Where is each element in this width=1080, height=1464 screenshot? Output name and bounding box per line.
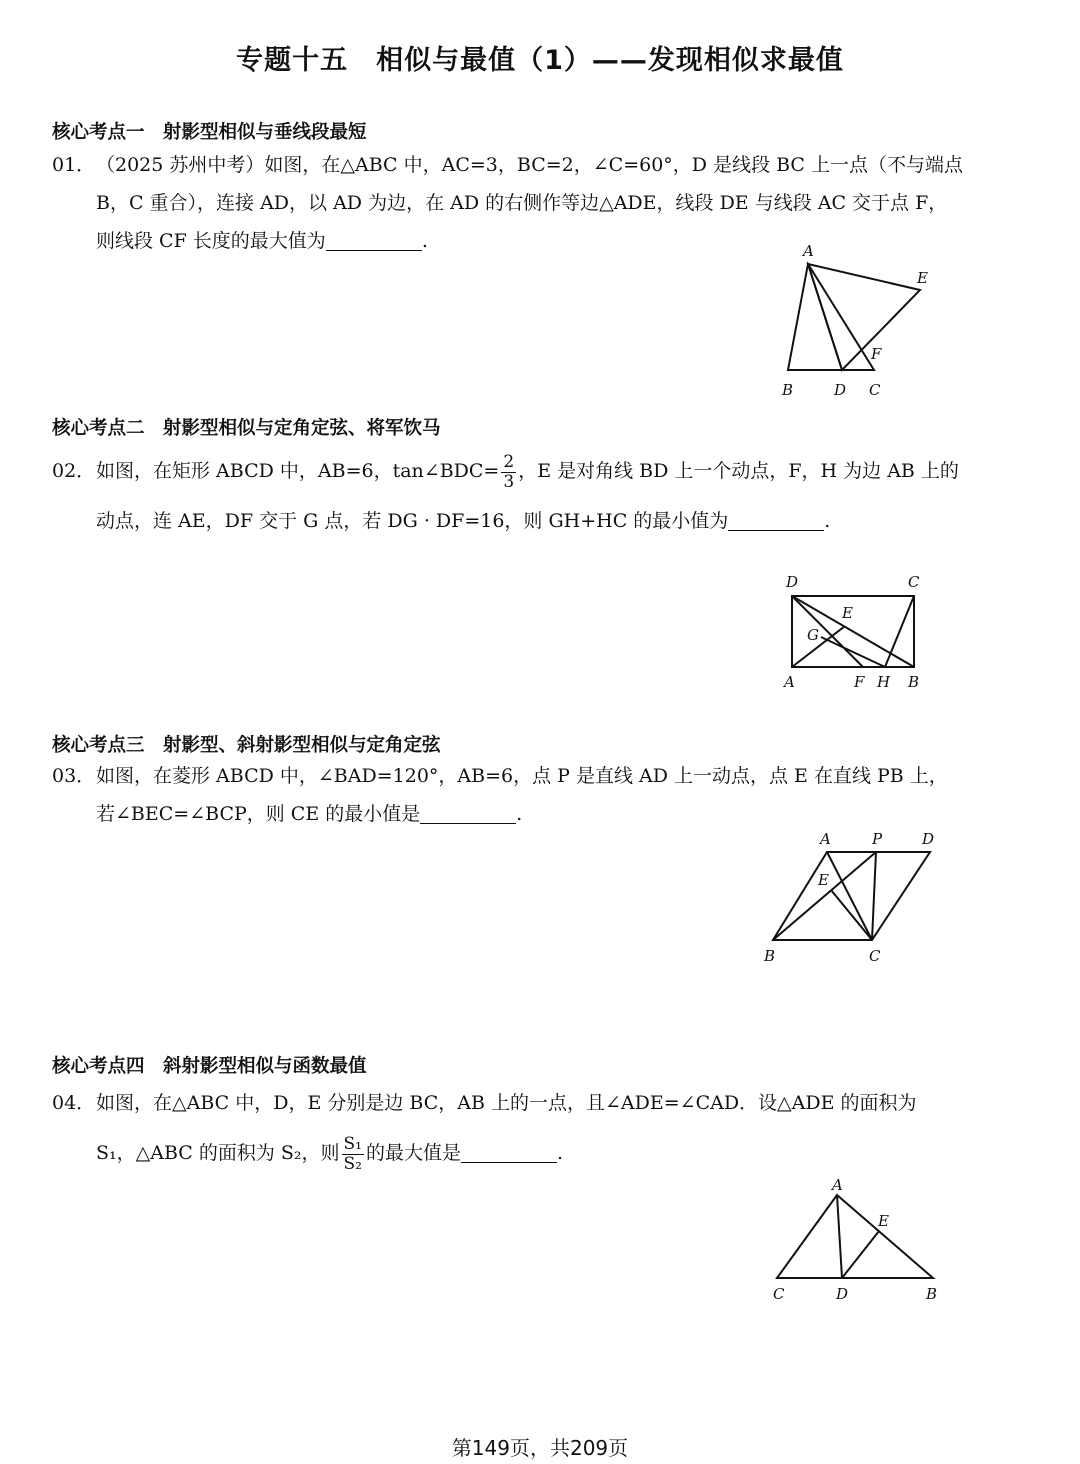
answer-blank xyxy=(326,228,422,251)
period: . xyxy=(824,510,831,532)
label-a: A xyxy=(784,673,795,691)
label-d: D xyxy=(836,1285,849,1303)
label-e: E xyxy=(878,1212,889,1230)
segment-ad xyxy=(837,1195,842,1278)
fraction xyxy=(501,453,516,492)
section-heading-2: 核心考点二 射影型相似与定角定弦、将军饮马 xyxy=(52,418,441,439)
question-text-line: 如图，在菱形 ABCD 中，∠BAD=120°，AB=6，点 P 是直线 AD 上一动点，点 E 在直线 PB 上， xyxy=(96,765,948,787)
label-a: A xyxy=(820,830,831,848)
label-b: B xyxy=(764,947,776,965)
question-number: 02． xyxy=(52,460,96,482)
label-g: G xyxy=(807,626,819,644)
question-3 xyxy=(52,757,1012,833)
segment-pc xyxy=(872,852,876,940)
question-2 xyxy=(52,446,1012,546)
label-b: B xyxy=(926,1285,938,1303)
question-text-line: B，C 重合），连接 AD，以 AD 为边，在 AD 的右侧作等边△ADE，线段 DE 与线段 AC 交于点 F， xyxy=(96,192,948,214)
fraction-denominator: S₂ xyxy=(343,1153,362,1174)
period: . xyxy=(557,1142,564,1164)
answer-blank xyxy=(420,801,516,824)
triangle-abc xyxy=(777,1195,933,1278)
question-number: 03． xyxy=(52,765,96,787)
diagonal-ac xyxy=(827,852,872,940)
question-4 xyxy=(52,1078,1012,1178)
question-text-line: （2025 苏州中考）如图，在△ABC 中，AC=3，BC=2，∠C=60°，D 是线段 BC 上一点（不与端点 xyxy=(96,154,964,176)
label-d: D xyxy=(834,381,847,399)
segment-gh xyxy=(821,637,885,667)
label-c: C xyxy=(869,947,881,965)
fraction xyxy=(342,1135,364,1174)
label-a: A xyxy=(803,242,814,260)
figure-3 xyxy=(755,825,955,970)
period: . xyxy=(421,230,428,252)
segment-de xyxy=(842,1231,879,1278)
page-footer: 第149页，共209页 xyxy=(451,1436,629,1460)
period: . xyxy=(516,803,523,825)
question-text-line: S₁，△ABC 的面积为 S₂，则 xyxy=(96,1142,340,1164)
question-text-line: 动点，连 AE，DF 交于 G 点，若 DG · DF=16，则 GH+HC 的最小值为 xyxy=(96,510,729,532)
label-e: E xyxy=(917,269,928,287)
answer-blank xyxy=(461,1140,557,1163)
label-b: B xyxy=(908,673,920,691)
figure-1 xyxy=(770,238,940,403)
rhombus-abcd xyxy=(773,852,930,940)
triangle-abc xyxy=(788,264,874,370)
question-number: 04． xyxy=(52,1092,96,1114)
label-b: B xyxy=(782,381,794,399)
answer-blank xyxy=(728,508,824,531)
figure-4 xyxy=(765,1175,950,1305)
label-c: C xyxy=(908,573,920,591)
label-h: H xyxy=(877,673,891,691)
figure-2 xyxy=(775,570,935,695)
question-text-line: 的最大值是 xyxy=(366,1142,462,1164)
label-e: E xyxy=(818,871,829,889)
label-e: E xyxy=(842,604,853,622)
label-f: F xyxy=(854,673,865,691)
page-title: 专题十五 相似与最值（1）——发现相似求最值 xyxy=(236,45,844,76)
question-text-line: ，E 是对角线 BD 上一个动点，F，H 为边 AB 上的 xyxy=(518,460,959,482)
fraction-denominator: 3 xyxy=(503,471,515,492)
label-f: F xyxy=(871,345,882,363)
question-text-line: 如图，在矩形 ABCD 中，AB=6，tan∠BDC= xyxy=(96,460,500,482)
question-text-line: 则线段 CF 长度的最大值为 xyxy=(96,230,326,252)
label-c: C xyxy=(869,381,881,399)
fraction-numerator: 2 xyxy=(503,451,515,472)
question-number: 01． xyxy=(52,154,96,176)
label-d: D xyxy=(786,573,799,591)
section-heading-3: 核心考点三 射影型、斜射影型相似与定角定弦 xyxy=(52,735,441,756)
label-a: A xyxy=(832,1176,843,1194)
segment-ce xyxy=(831,890,872,940)
label-d: D xyxy=(922,830,935,848)
question-text-line: 如图，在△ABC 中，D，E 分别是边 BC，AB 上的一点，且∠ADE=∠CAD．设△ADE 的面积为 xyxy=(96,1092,917,1114)
fraction-numerator: S₁ xyxy=(343,1133,362,1154)
segment-hc xyxy=(885,596,914,667)
label-p: P xyxy=(872,830,883,848)
question-text-line: 若∠BEC=∠BCP，则 CE 的最小值是 xyxy=(96,803,421,825)
label-c: C xyxy=(773,1285,785,1303)
section-heading-1: 核心考点一 射影型相似与垂线段最短 xyxy=(52,122,367,143)
section-heading-4: 核心考点四 斜射影型相似与函数最值 xyxy=(52,1056,367,1077)
